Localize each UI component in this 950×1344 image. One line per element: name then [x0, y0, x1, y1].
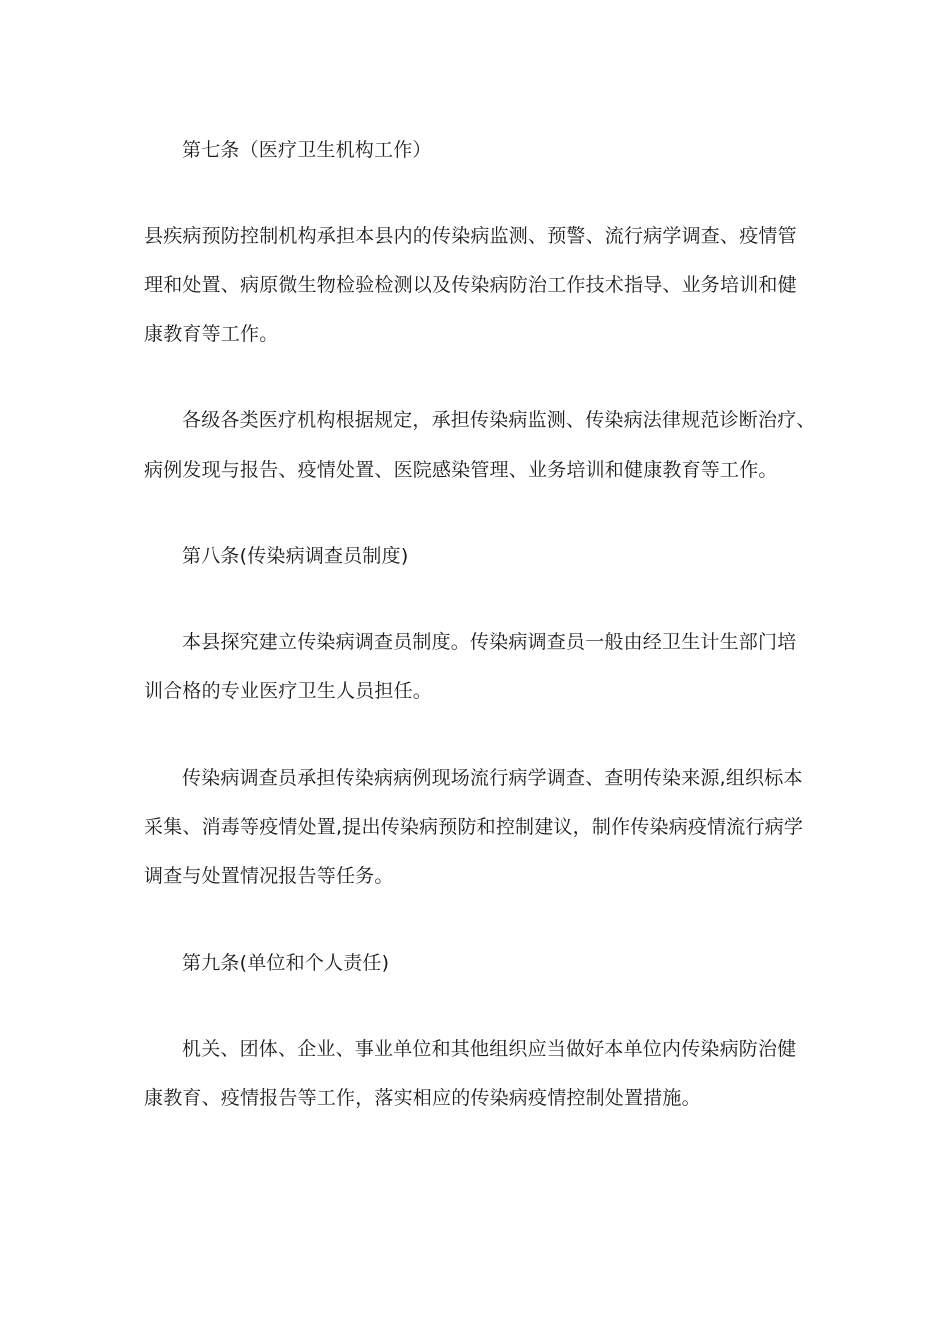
article-8-p2-line-3: 调查与处置情况报告等任务。: [144, 865, 394, 887]
article-7-p1-line-1: 县疾病预防控制机构承担本县内的传染病监测、预警、流行病学调查、疫情管: [144, 225, 797, 247]
article-8-p2-line-1: 传染病调查员承担传染病病例现场流行病学调查、查明传染来源,组织标本: [182, 767, 803, 789]
article-8-p2-line-2: 采集、消毒等疫情处置,提出传染病预防和控制建议，制作传染病疫情流行病学: [144, 816, 804, 838]
article-7-p1-line-3: 康教育等工作。: [144, 323, 279, 345]
article-9-heading: 第九条(单位和个人责任): [182, 952, 390, 974]
article-7-p1-line-2: 理和处置、病原微生物检验检测以及传染病防治工作技术指导、业务培训和健: [144, 274, 797, 296]
article-7-p2-line-2: 病例发现与报告、疫情处置、医院感染管理、业务培训和健康教育等工作。: [144, 459, 778, 481]
article-9-p1-line-2: 康教育、疫情报告等工作，落实相应的传染病疫情控制处置措施。: [144, 1087, 701, 1109]
article-8-heading: 第八条(传染病调查员制度): [182, 545, 409, 567]
article-8-p1-line-1: 本县探究建立传染病调查员制度。传染病调查员一般由经卫生计生部门培: [182, 631, 797, 653]
article-7-p2-line-1: 各级各类医疗机构根据规定，承担传染病监测、传染病法律规范诊断治疗、: [182, 409, 816, 431]
article-7-heading: 第七条（医疗卫生机构工作）: [182, 139, 432, 161]
article-8-p1-line-2: 训合格的专业医疗卫生人员担任。: [144, 680, 433, 702]
article-9-p1-line-1: 机关、团体、企业、事业单位和其他组织应当做好本单位内传染病防治健: [182, 1038, 797, 1060]
